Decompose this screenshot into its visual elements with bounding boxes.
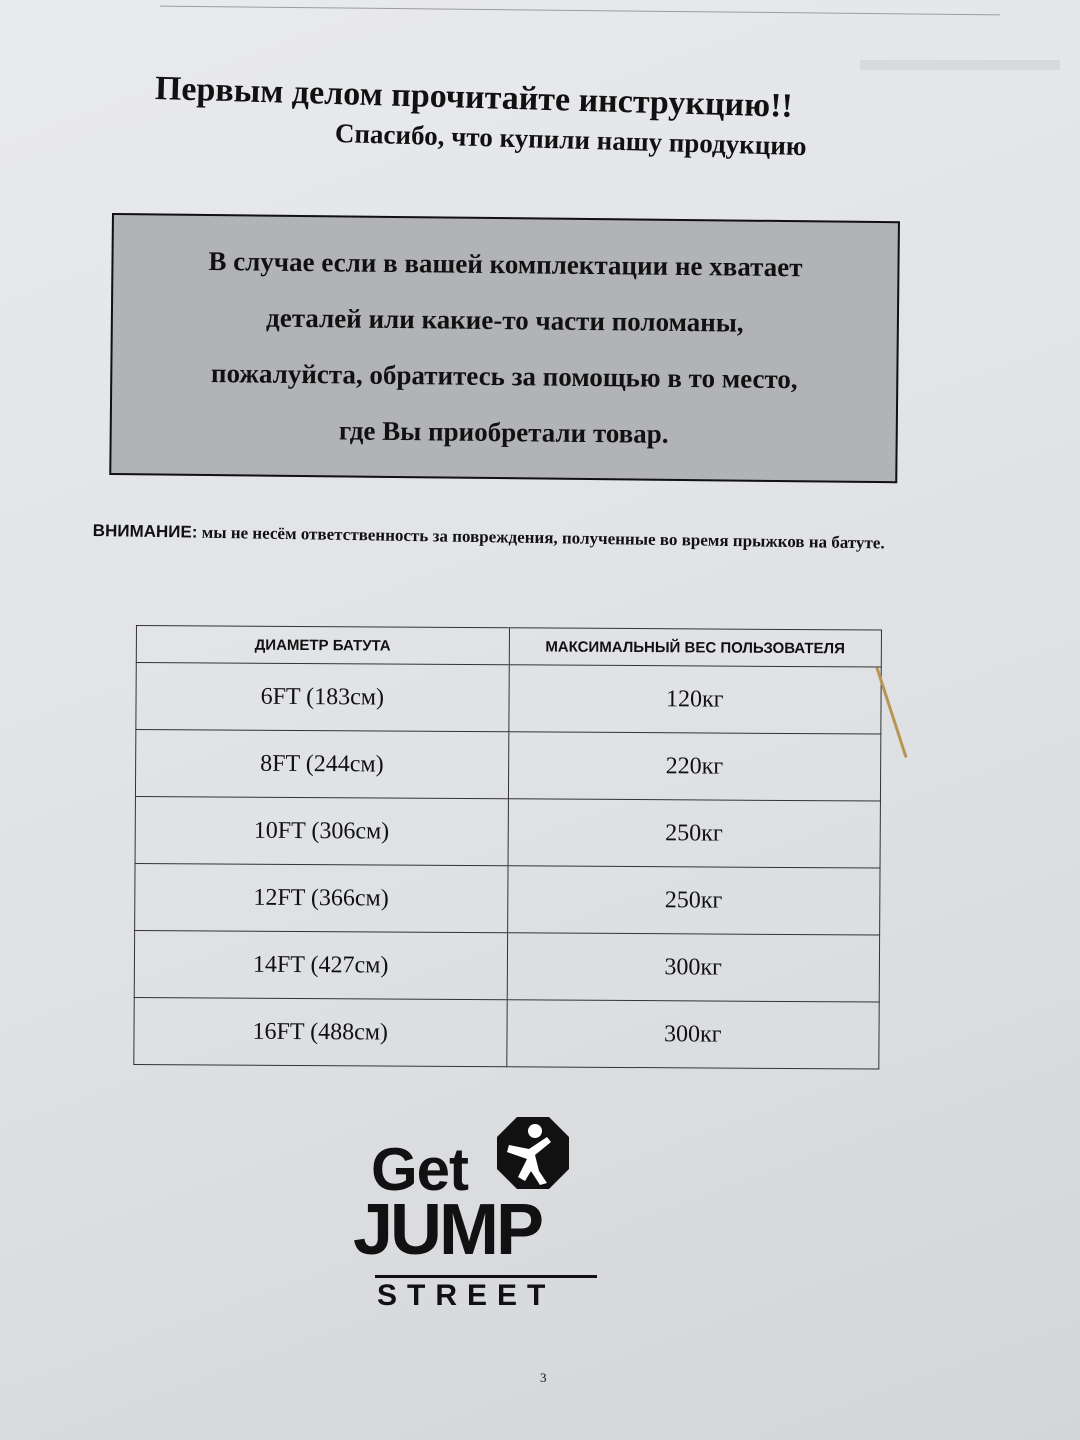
logo-text-get: Get (371, 1136, 469, 1203)
logo-text-jump: JUMP (353, 1190, 542, 1270)
fold-line (160, 6, 1000, 16)
warning-text: мы не несём ответственность за повреждения, полученные во время прыжков на батуте. (197, 522, 885, 553)
page-title: Первым делом прочитайте инструкцию!! (154, 70, 794, 125)
cell-weight: 120кг (508, 665, 881, 734)
bleed-through-text (860, 60, 1060, 70)
table-row (136, 663, 881, 735)
table-row (135, 796, 880, 868)
cell-diameter: 8FT (244см) (135, 730, 508, 799)
table-row (135, 730, 880, 802)
brand-logo (345, 1115, 635, 1325)
table-header-row (136, 626, 881, 668)
cell-diameter: 12FT (366см) (135, 863, 508, 932)
cell-weight: 250кг (507, 866, 880, 935)
logo-text-street: STREET (377, 1279, 556, 1312)
cell-weight: 250кг (508, 799, 881, 868)
cell-weight: 220кг (508, 732, 881, 801)
header-diameter: ДИАМЕТР БАТУТА (136, 626, 509, 665)
logo-divider (375, 1275, 597, 1278)
notice-line: пожалуйста, обратитесь за помощью в то место, (210, 358, 798, 395)
jumping-person-octagon-icon (495, 1115, 571, 1191)
notice-line: деталей или какие-то части поломаны, (265, 302, 744, 338)
page-subtitle: Спасибо, что купили нашу продукцию (334, 118, 807, 162)
cell-diameter: 10FT (306см) (135, 796, 508, 865)
capacity-table (133, 625, 882, 1070)
header-max-weight: МАКСИМАЛЬНЫЙ ВЕС ПОЛЬЗОВАТЕЛЯ (509, 628, 882, 667)
page-number: 3 (540, 1370, 547, 1385)
cell-weight: 300кг (506, 1000, 879, 1069)
table-row (135, 863, 880, 935)
notice-box (109, 213, 900, 483)
table-row (134, 930, 879, 1002)
notice-line: где Вы приобретали товар. (338, 415, 669, 449)
warning-label: ВНИМАНИЕ: (92, 520, 198, 542)
cell-diameter: 14FT (427см) (134, 930, 507, 999)
warning-paragraph (92, 515, 962, 561)
notice-line: В случае если в вашей комплектации не хватает (208, 246, 803, 283)
cell-diameter: 6FT (183см) (136, 663, 509, 732)
cell-weight: 300кг (507, 933, 880, 1002)
table-row (134, 997, 879, 1069)
cell-diameter: 16FT (488см) (134, 997, 507, 1066)
